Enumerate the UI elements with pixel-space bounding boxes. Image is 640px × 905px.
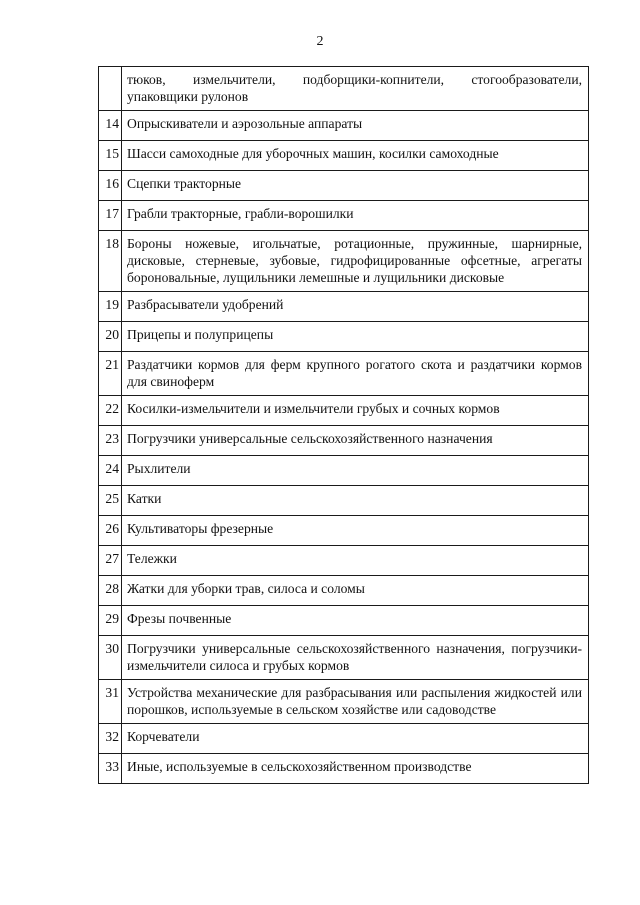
row-number: 18	[99, 231, 122, 292]
table-row	[99, 67, 589, 111]
row-number: 25	[99, 486, 122, 516]
table-row	[99, 516, 589, 546]
row-number: 20	[99, 322, 122, 352]
row-number: 23	[99, 426, 122, 456]
row-text: Опрыскиватели и аэрозольные аппараты	[122, 111, 589, 141]
row-number: 22	[99, 396, 122, 426]
equipment-table	[98, 66, 589, 784]
table-row	[99, 111, 589, 141]
row-number: 14	[99, 111, 122, 141]
row-number: 16	[99, 171, 122, 201]
row-text: Жатки для уборки трав, силоса и соломы	[122, 576, 589, 606]
table-row	[99, 201, 589, 231]
row-text: Шасси самоходные для уборочных машин, косилки самоходные	[122, 141, 589, 171]
row-number: 17	[99, 201, 122, 231]
row-text: Катки	[122, 486, 589, 516]
table-row	[99, 486, 589, 516]
table-row	[99, 352, 589, 396]
table-row	[99, 456, 589, 486]
row-text: Раздатчики кормов для ферм крупного рогатого скота и раздатчики кормов для свиноферм	[122, 352, 589, 396]
row-text: Рыхлители	[122, 456, 589, 486]
row-text: Прицепы и полуприцепы	[122, 322, 589, 352]
table-row	[99, 576, 589, 606]
row-text: Тележки	[122, 546, 589, 576]
row-text: Корчеватели	[122, 724, 589, 754]
table-row	[99, 292, 589, 322]
row-number: 26	[99, 516, 122, 546]
row-text: Устройства механические для разбрасывания или распыления жидкостей или порошков, используемые в сельском хозяйстве или садоводстве	[122, 680, 589, 724]
page-number: 2	[316, 34, 324, 49]
table-row	[99, 396, 589, 426]
row-number: 28	[99, 576, 122, 606]
row-text: тюков, измельчители, подборщики-копнители, стогообразователи, упаковщики рулонов	[122, 67, 589, 111]
table-row	[99, 171, 589, 201]
row-text: Фрезы почвенные	[122, 606, 589, 636]
table-row	[99, 426, 589, 456]
table-row	[99, 754, 589, 784]
table-row	[99, 606, 589, 636]
row-text: Бороны ножевые, игольчатые, ротационные, пружинные, шарнирные, дисковые, стерневые, зубовые, гидрофицированные офсетные, агрегаты бороновальные, лущильники лемешные и лущильники дисковые	[122, 231, 589, 292]
row-number: 15	[99, 141, 122, 171]
row-number: 29	[99, 606, 122, 636]
row-number: 32	[99, 724, 122, 754]
row-text: Косилки-измельчители и измельчители грубых и сочных кормов	[122, 396, 589, 426]
row-number: 30	[99, 636, 122, 680]
row-number: 19	[99, 292, 122, 322]
table-row	[99, 231, 589, 292]
table-row	[99, 546, 589, 576]
row-text: Грабли тракторные, грабли-ворошилки	[122, 201, 589, 231]
row-number: 24	[99, 456, 122, 486]
row-number: 33	[99, 754, 122, 784]
table-row	[99, 680, 589, 724]
row-text: Сцепки тракторные	[122, 171, 589, 201]
table-row	[99, 141, 589, 171]
row-number: 21	[99, 352, 122, 396]
table-row	[99, 322, 589, 352]
row-text: Разбрасыватели удобрений	[122, 292, 589, 322]
row-number	[99, 67, 122, 111]
row-number: 27	[99, 546, 122, 576]
row-text: Погрузчики универсальные сельскохозяйственного назначения, погрузчики-измельчители силоса и грубых кормов	[122, 636, 589, 680]
row-text: Погрузчики универсальные сельскохозяйственного назначения	[122, 426, 589, 456]
row-text: Иные, используемые в сельскохозяйственном производстве	[122, 754, 589, 784]
row-text: Культиваторы фрезерные	[122, 516, 589, 546]
table-row	[99, 636, 589, 680]
table-row	[99, 724, 589, 754]
row-number: 31	[99, 680, 122, 724]
